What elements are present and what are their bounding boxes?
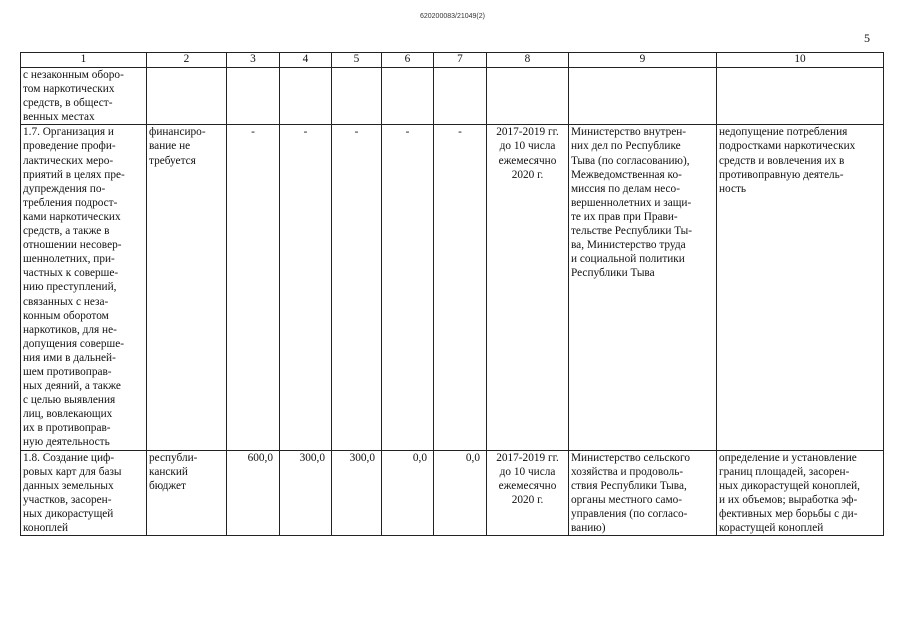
responsible-cell (569, 450, 717, 536)
column-header: 9 (569, 53, 717, 68)
measure-cell (21, 450, 147, 536)
cell-line: фективных мер борьбы с ди- (719, 507, 858, 520)
cell-line: определение и установление (719, 451, 857, 464)
cell-line: до 10 числа (499, 140, 556, 153)
cell-line: данных земельных (23, 479, 114, 492)
amount-cell (382, 68, 434, 125)
cell-line: отношении несовер- (23, 239, 122, 252)
cell-line: их в противоправ- (23, 422, 111, 435)
table-row (21, 125, 884, 450)
cell-line: ками наркотических (23, 210, 121, 223)
amount-cell: - (382, 125, 434, 450)
cell-line: и их объемов; выработка эф- (719, 493, 858, 506)
amount-cell: 300,0 (332, 450, 382, 536)
measure-cell (21, 68, 147, 125)
column-number-row (21, 53, 884, 68)
cell-line: венных местах (23, 111, 95, 124)
cell-line: ствия Республики Тыва, (571, 479, 687, 492)
measure-cell (21, 125, 147, 450)
cell-line: конным оборотом (23, 309, 109, 322)
amount-cell: - (332, 125, 382, 450)
cell-line: корастущей коноплей (719, 522, 824, 534)
cell-line: те их прав при Прави- (571, 210, 678, 223)
result-cell (717, 68, 884, 125)
cell-line: Межведомственная ко- (571, 168, 682, 181)
cell-line: хозяйства и продоволь- (571, 465, 684, 478)
cell-line: проведение профи- (23, 140, 116, 153)
cell-line: 1.8. Создание циф- (23, 451, 115, 464)
cell-line: ность (719, 182, 747, 195)
responsible-cell (569, 125, 717, 450)
cell-line: управления (по согласо- (571, 507, 688, 520)
cell-line: органы местного само- (571, 493, 683, 506)
cell-line: 2020 г. (511, 493, 544, 506)
cell-line: Министерство внутрен- (571, 126, 687, 139)
cell-line: недопущение потребления (719, 126, 848, 139)
column-header: 3 (227, 53, 280, 68)
cell-line: ния ими в дальней- (23, 351, 116, 364)
column-header: 2 (147, 53, 227, 68)
column-header: 4 (280, 53, 332, 68)
cell-line: и социальной политики (571, 253, 685, 266)
cell-line: вершеннолетних и защи- (571, 196, 692, 209)
cell-line: подростками наркотических (719, 140, 856, 153)
cell-line: дупреждения по- (23, 182, 106, 195)
cell-line: ванию) (571, 522, 606, 534)
table-row (21, 68, 884, 125)
column-header: 8 (487, 53, 569, 68)
table-row (21, 450, 884, 536)
amount-total-cell: 600,0 (227, 450, 280, 536)
funding-source-cell (147, 450, 227, 536)
cell-line: вание не (149, 140, 191, 153)
cell-line: ва, Министерство труда (571, 239, 686, 252)
funding-source-cell (147, 125, 227, 450)
cell-line: допущения соверше- (23, 337, 124, 350)
cell-line: с незаконным оборо- (23, 69, 124, 81)
cell-line: наркотиков, для не- (23, 323, 117, 336)
column-header: 7 (434, 53, 487, 68)
cell-line: лиц, вовлекающих (23, 408, 113, 421)
result-cell (717, 450, 884, 536)
cell-line: частных к соверше- (23, 267, 119, 280)
deadline-cell (487, 125, 569, 450)
cell-line: ную деятельность (23, 436, 110, 449)
cell-line: Тыва (по согласованию), (571, 154, 690, 167)
amount-cell (434, 68, 487, 125)
amount-cell: - (434, 125, 487, 450)
cell-line: финансиро- (149, 126, 206, 139)
funding-source-cell (147, 68, 227, 125)
amount-cell (332, 68, 382, 125)
cell-line: лактических меро- (23, 154, 114, 167)
cell-line: приятий в целях пре- (23, 168, 125, 181)
column-header: 10 (717, 53, 884, 68)
column-header: 1 (21, 53, 147, 68)
page-number: 5 (864, 31, 870, 45)
cell-line: 1.7. Организация и (23, 126, 114, 139)
cell-line: средств и вовлечения их в (719, 154, 845, 167)
cell-line: ных деяний, а также (23, 380, 121, 393)
amount-cell: 0,0 (434, 450, 487, 536)
cell-line: 2020 г. (511, 168, 544, 181)
cell-line: требуется (149, 154, 196, 167)
cell-line: шем противоправ- (23, 365, 112, 378)
cell-line: ных дикорастущей коноплей, (719, 479, 860, 492)
cell-line: средств, а также в (23, 225, 110, 238)
deadline-cell (487, 68, 569, 125)
cell-line: республи- (149, 451, 198, 464)
amount-cell: - (280, 125, 332, 450)
amount-cell: 300,0 (280, 450, 332, 536)
cell-line: том наркотических (23, 83, 115, 96)
cell-line: Министерство сельского (571, 451, 691, 464)
cell-line: ровых карт для базы (23, 465, 122, 478)
cell-line: участков, засорен- (23, 493, 112, 506)
cell-line: миссия по делам несо- (571, 182, 680, 195)
cell-line: границ площадей, засорен- (719, 465, 850, 478)
cell-line: нию преступлений, (23, 281, 117, 294)
cell-line: бюджет (149, 479, 186, 492)
cell-line: тельстве Республики Ты- (571, 225, 692, 238)
cell-line: связанных с неза- (23, 295, 109, 308)
cell-line: с целью выявления (23, 394, 116, 407)
amount-total-cell: - (227, 125, 280, 450)
measures-table (20, 52, 884, 536)
cell-line: канский (149, 465, 188, 478)
cell-line: коноплей (23, 522, 68, 534)
cell-line: шеннолетних, при- (23, 253, 115, 266)
deadline-cell (487, 450, 569, 536)
amount-total-cell (227, 68, 280, 125)
cell-line: средств, в общест- (23, 97, 113, 110)
document-code: 620200083/21049(2) (419, 13, 485, 20)
cell-line: 2017-2019 гг. (496, 126, 559, 139)
column-header: 5 (332, 53, 382, 68)
cell-line: ных дикорастущей (23, 507, 114, 520)
cell-line: них дел по Республике (571, 140, 681, 153)
cell-line: до 10 числа (499, 465, 556, 478)
cell-line: противоправную деятель- (719, 168, 844, 181)
cell-line: Республики Тыва (571, 267, 655, 280)
result-cell (717, 125, 884, 450)
column-header: 6 (382, 53, 434, 68)
cell-line: требления подрост- (23, 196, 118, 209)
cell-line: 2017-2019 гг. (496, 451, 559, 464)
cell-line: ежемесячно (498, 154, 557, 167)
amount-cell: 0,0 (382, 450, 434, 536)
responsible-cell (569, 68, 717, 125)
amount-cell (280, 68, 332, 125)
cell-line: ежемесячно (498, 479, 557, 492)
